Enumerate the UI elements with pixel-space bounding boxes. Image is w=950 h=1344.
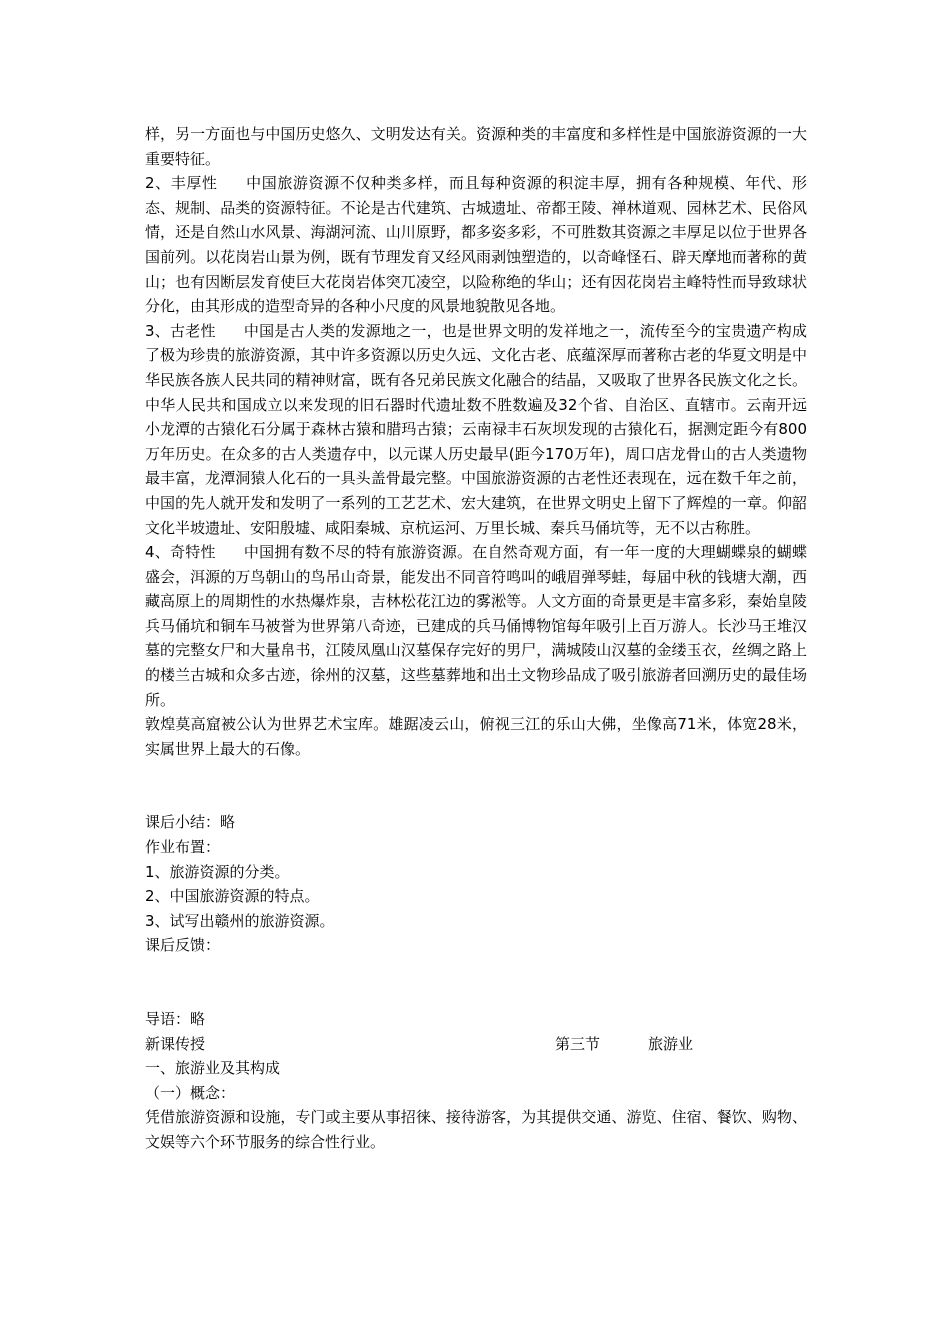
- paragraph-richness: [145, 171, 807, 319]
- new-lesson-label: 新课传授: [145, 1034, 206, 1053]
- homework-item: 1、旅游资源的分类。: [145, 862, 290, 881]
- section-title: 旅游业: [648, 1034, 694, 1053]
- heading-concept: （一）概念：: [145, 1083, 236, 1102]
- heading-tourism-industry: 一、旅游业及其构成: [145, 1059, 281, 1078]
- lesson-intro: 导语：略: [145, 1010, 206, 1028]
- homework-item: 2、中国旅游资源的特点。: [145, 887, 320, 906]
- document-page: [145, 122, 807, 1155]
- homework-title: 作业布置：: [145, 838, 221, 857]
- after-class-summary: 课后小结：略: [145, 813, 236, 832]
- after-class-feedback: 课后反馈：: [145, 936, 221, 955]
- antiquity-label: 3、古老性: [145, 321, 216, 340]
- paragraph-antiquity: [145, 319, 807, 540]
- paragraph-diversity-end: 样，另一方面也与中国历史悠久、文明发达有关。资源种类的丰富度和多样性是中国旅游资源的一大重要特征。: [145, 125, 807, 168]
- uniqueness-text: 中国拥有数不尽的特有旅游资源。在自然奇观方面，有一年一度的大理蝴蝶泉的蝴蝶盛会，洱源的万鸟朝山的鸟吊山奇景，能发出不同音符鸣叫的峨眉弹琴蛙，每届中秋的钱塘大潮，西藏高原上的周期性的水热爆炸泉，吉林松花江边的雾淞等。人文方面的奇景更是丰富多彩，秦始皇陵兵马俑坑和铜车马被誉为世界第八奇迹，已建成的兵马俑博物馆每年吸引上百万游人。长沙马王堆汉墓的完整女尸和大量帛书，江陵凤凰山汉墓保存完好的男尸，满城陵山汉墓的金缕玉衣，丝绸之路上的楼兰古城和众多古迹，徐州的汉墓，这些墓葬地和出土文物珍品成了吸引旅游者回溯历史的最佳场所。: [145, 543, 807, 709]
- paragraph-dunhuang: 敦煌莫高窟被公认为世界艺术宝库。雄踞凌云山，俯视三江的乐山大佛，坐像高71米，体宽28米，实属世界上最大的石像。: [145, 715, 807, 758]
- richness-label: 2、丰厚性: [145, 174, 218, 193]
- antiquity-text: 中国是古人类的发源地之一，也是世界文明的发祥地之一，流传至今的宝贵遗产构成了极为珍贵的旅游资源，其中许多资源以历史久远、文化古老、底蕴深厚而著称古老的华夏文明是中华民族各族人民共同的精神财富，既有各兄弟民族文化融合的结晶，又吸取了世界各民族文化之长。中华人民共和国成立以来发现的旧石器时代遗址数不胜数遍及32个省、自治区、直辖市。云南开远小龙潭的古猿化石分属于森林古猿和腊玛古猿；云南禄丰石灰坝发现的古猿化石，据测定距今有800万年历史。在众多的古人类遗存中，以元谋人历史最早(距今170万年)，周口店龙骨山的古人类遗物最丰富，龙潭洞猿人化石的一具头盖骨最完整。中国旅游资源的古老性还表现在，远在数千年之前，中国的先人就开发和发明了一系列的工艺艺术、宏大建筑，在世界文明史上留下了辉煌的一章。仰韶文化半坡遗址、安阳殷墟、咸阳秦城、京杭运河、万里长城、秦兵马俑坑等，无不以古称胜。: [145, 321, 807, 537]
- paragraph-uniqueness: [145, 540, 807, 712]
- richness-text: 中国旅游资源不仅种类多样，而且每种资源的积淀丰厚，拥有各种规模、年代、形态、规制、品类的资源特征。不论是古代建筑、古城遗址、帝都王陵、禅林道观、园林艺术、民俗风情，还是自然山水风景、海湖河流、山川原野，都多姿多彩，不可胜数其资源之丰厚足以位于世界各国前列。以花岗岩山景为例，既有节理发育又经风雨剥蚀塑造的，以奇峰怪石、辟天摩地而著称的黄山；也有因断层发育使巨大花岗岩体突兀凌空，以险称绝的华山；还有因花岗岩主峰特性而导致球状分化，由其形成的造型奇异的各种小尺度的风景地貌散见各地。: [145, 174, 807, 316]
- definition-paragraph: 凭借旅游资源和设施，专门或主要从事招徕、接待游客，为其提供交通、游览、住宿、餐饮、购物、文娱等六个环节服务的综合性行业。: [145, 1108, 807, 1151]
- homework-item: 3、试写出赣州的旅游资源。: [145, 911, 335, 930]
- section-number: 第三节: [555, 1034, 601, 1053]
- lesson-header-row: [145, 1032, 807, 1057]
- uniqueness-label: 4、奇特性: [145, 543, 216, 562]
